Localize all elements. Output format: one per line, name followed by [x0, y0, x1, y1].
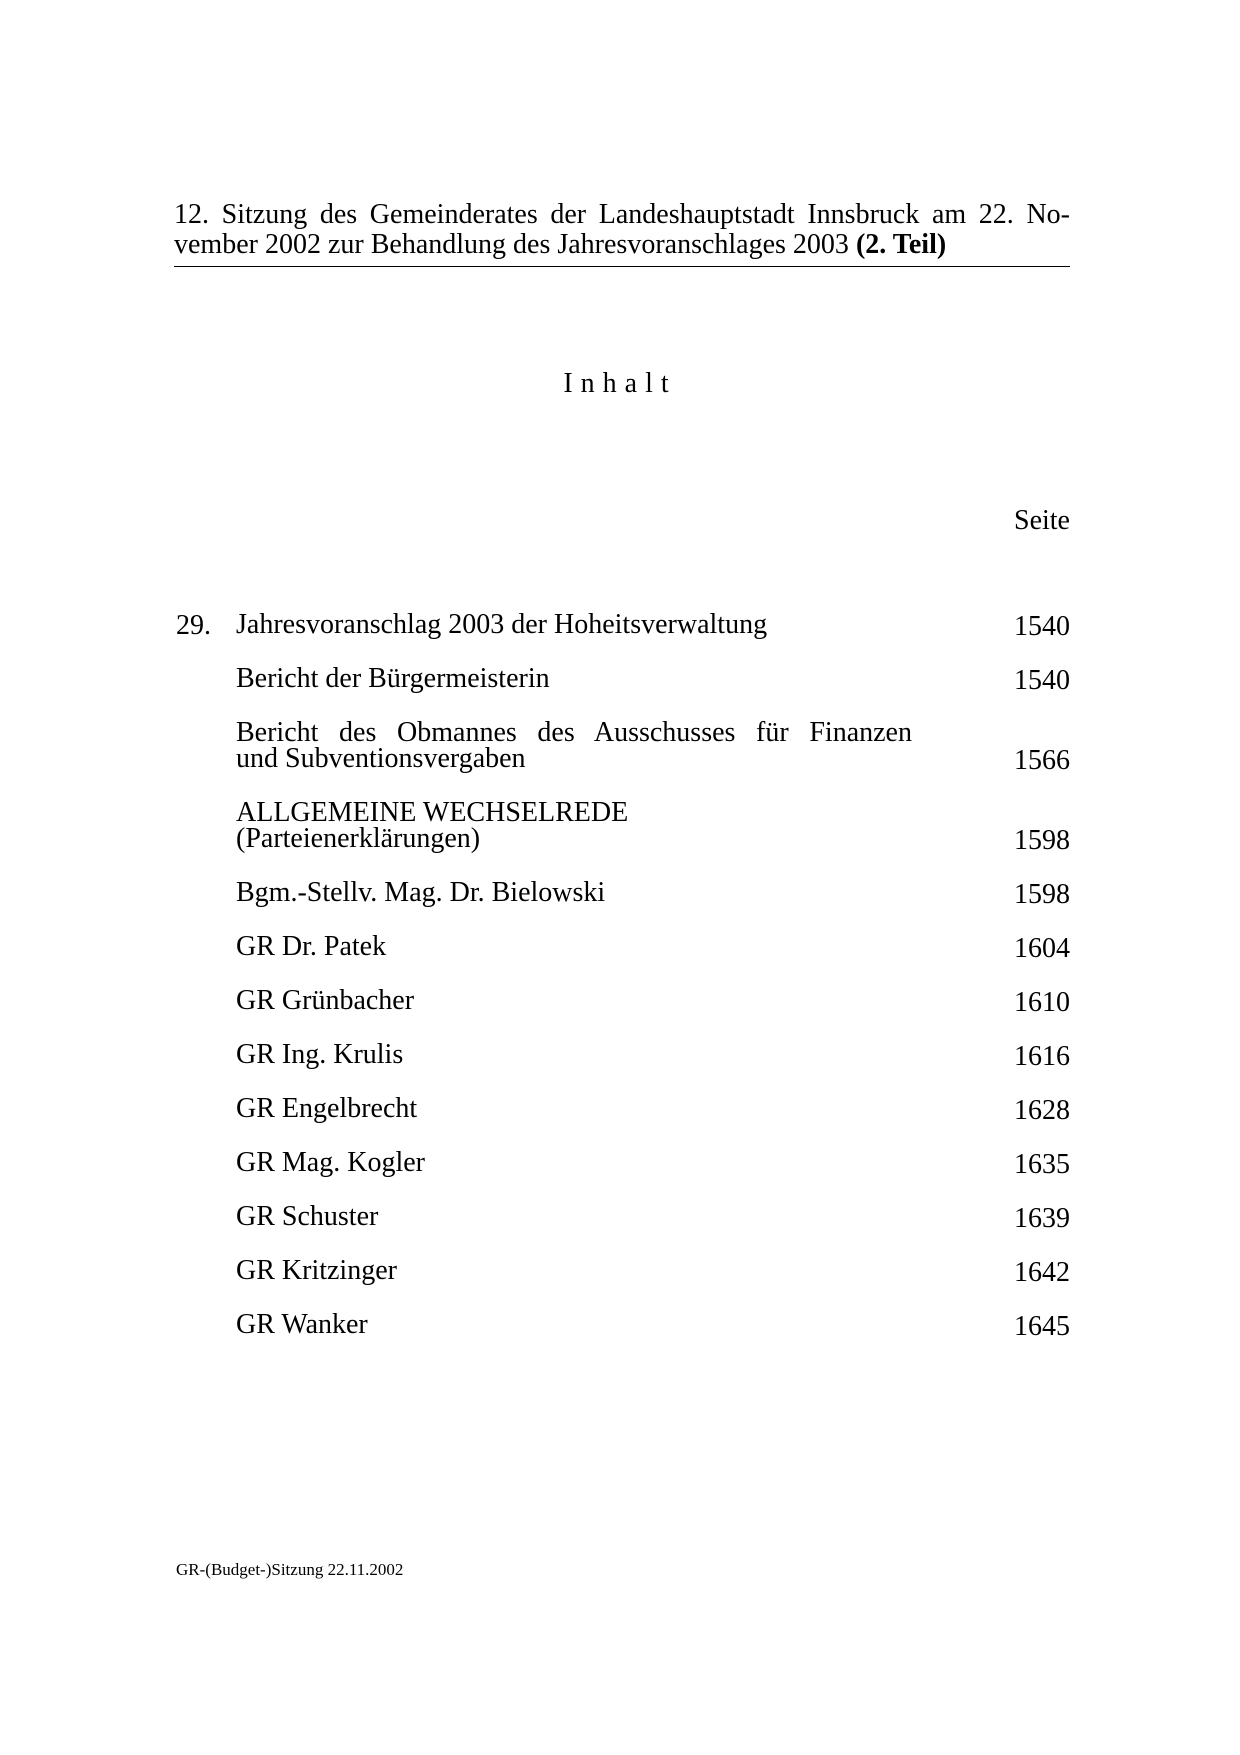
toc-entry-line: (Parteienerklärungen): [236, 823, 481, 854]
toc-page-number: 1642: [1014, 1257, 1070, 1288]
toc-entry-line: ALLGEMEINE WECHSELREDE: [236, 797, 629, 828]
toc-page-number: 1604: [1014, 933, 1070, 964]
toc-entry-line: GR Wanker: [236, 1309, 368, 1340]
toc-entry-title: [236, 1255, 912, 1286]
toc-entry-line: GR Schuster: [236, 1201, 379, 1232]
toc-item-number: 29.: [176, 610, 211, 641]
toc-entry-line: GR Mag. Kogler: [236, 1147, 425, 1178]
toc-entry-title: [236, 1201, 912, 1232]
page-footer: GR-(Budget-)Sitzung 22.11.2002: [176, 1560, 404, 1579]
toc-entry: [176, 877, 1070, 910]
toc-entry-title: [236, 931, 912, 962]
toc-entry: [176, 985, 1070, 1018]
toc-page-number: 1540: [1014, 665, 1070, 696]
toc-entry-title: [236, 985, 912, 1016]
toc-page-number: 1639: [1014, 1203, 1070, 1234]
toc-page-number: 1566: [1014, 745, 1070, 776]
toc-entry-title: [236, 1147, 912, 1178]
toc-entry: [176, 663, 1070, 696]
toc-entry-title: [236, 609, 912, 640]
toc-entry-title: [236, 663, 912, 694]
toc-entry-line: GR Grünbacher: [236, 985, 415, 1016]
toc-entry: [176, 1093, 1070, 1126]
toc-entry-title: [236, 717, 912, 774]
toc-entry: [176, 717, 1070, 776]
header-line-1: 12. Sitzung des Gemeinderates der Landeshauptstadt Innsbruck am 22. No-: [174, 199, 1070, 230]
toc-entry-line: Bericht des Obmannes des Ausschusses für Finanzen: [236, 717, 912, 748]
toc-page-number: 1616: [1014, 1041, 1070, 1072]
toc-entry-title: [236, 1093, 912, 1124]
toc-entry: [176, 1201, 1070, 1234]
contents-title: Inhalt: [563, 368, 677, 399]
toc-entry-title: [236, 1309, 912, 1340]
toc-page-number: 1598: [1014, 879, 1070, 910]
toc-entry-line: Jahresvoranschlag 2003 der Hoheitsverwaltung: [236, 609, 768, 640]
toc-page-number: 1628: [1014, 1095, 1070, 1126]
toc-entry: [176, 609, 1070, 642]
toc-page-number: 1540: [1014, 611, 1070, 642]
toc-entry-line: GR Kritzinger: [236, 1255, 397, 1286]
toc-entry: [176, 931, 1070, 964]
toc-page-number: 1598: [1014, 825, 1070, 856]
toc-entry: [176, 1255, 1070, 1288]
toc-entry: [176, 1147, 1070, 1180]
toc-page-number: 1610: [1014, 987, 1070, 1018]
header-line-2: [174, 230, 1070, 260]
toc-entry-line: GR Engelbrecht: [236, 1093, 418, 1124]
toc-entry-title: [236, 797, 912, 854]
toc-entry-line: Bgm.-Stellv. Mag. Dr. Bielowski: [236, 877, 606, 908]
toc-entry: [176, 1039, 1070, 1072]
toc-entry-line: Bericht der Bürgermeisterin: [236, 663, 550, 694]
toc-entry: [176, 1309, 1070, 1342]
document-header: [174, 200, 1070, 267]
toc-entry-title: [236, 1039, 912, 1070]
header-part-label: (2. Teil): [855, 229, 947, 260]
toc-entry-title: [236, 877, 912, 908]
header-line-2-text: vember 2002 zur Behandlung des Jahresvoranschlages 2003: [174, 229, 849, 260]
toc-page-number: 1635: [1014, 1149, 1070, 1180]
toc-page-number: 1645: [1014, 1311, 1070, 1342]
toc-entry-line: GR Dr. Patek: [236, 931, 387, 962]
toc-entry: [176, 797, 1070, 856]
toc-entry-line: und Subventionsvergaben: [236, 743, 526, 774]
toc-entry-line: GR Ing. Krulis: [236, 1039, 404, 1070]
page-column-label: Seite: [1014, 505, 1070, 536]
